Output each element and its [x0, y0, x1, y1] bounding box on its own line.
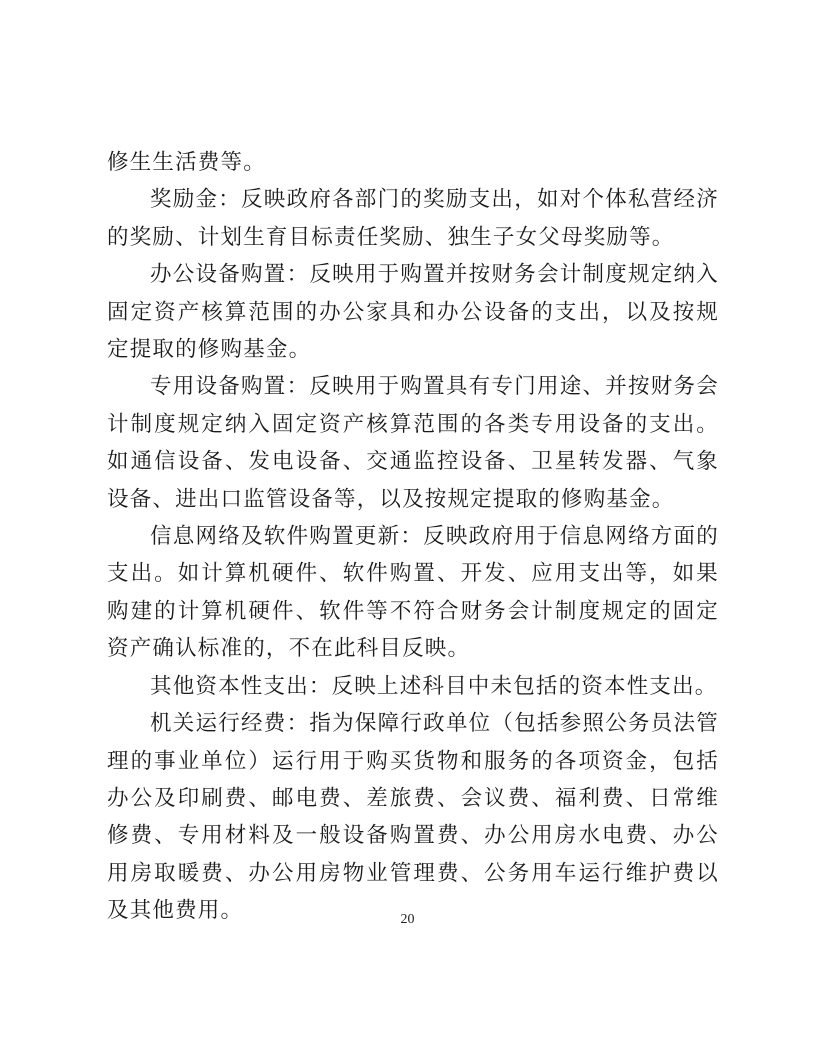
paragraph-operating-expenses: 机关运行经费：指为保障行政单位（包括参照公务员法管理的事业单位）运行用于购买货物和服务的各项资金，包括办公及印刷费、邮电费、差旅费、会议费、福利费、日常维修费、专用材料及一般设备购置费、办公用房水电费、办公用房取暖费、办公用房物业管理费、公务用车运行维护费以及其他费用。	[107, 711, 719, 924]
paragraph-reward-funds: 奖励金：反映政府各部门的奖励支出，如对个体私营经济的奖励、计划生育目标责任奖励、独生子女父母奖励等。	[107, 187, 719, 250]
paragraph-other-capital: 其他资本性支出：反映上述科目中未包括的资本性支出。	[150, 673, 718, 699]
paragraph-office-equipment: 办公设备购置：反映用于购置并按财务会计制度规定纳入固定资产核算范围的办公家具和办公设备的支出，以及按规定提取的修购基金。	[107, 262, 719, 363]
page-number: 20	[400, 912, 415, 927]
document-body	[107, 144, 719, 930]
paragraph-continuation: 修生生活费等。	[107, 150, 266, 175]
paragraph-special-equipment: 专用设备购置：反映用于购置具有专门用途、并按财务会计制度规定纳入固定资产核算范围的各类专用设备的支出。如通信设备、发电设备、交通监控设备、卫星转发器、气象设备、进出口监管设备等，以及按规定提取的修购基金。	[107, 374, 719, 512]
paragraph-information-network: 信息网络及软件购置更新：反映政府用于信息网络方面的支出。如计算机硬件、软件购置、开发、应用支出等，如果购建的计算机硬件、软件等不符合财务会计制度规定的固定资产确认标准的，不在此科目反映。	[107, 524, 719, 662]
